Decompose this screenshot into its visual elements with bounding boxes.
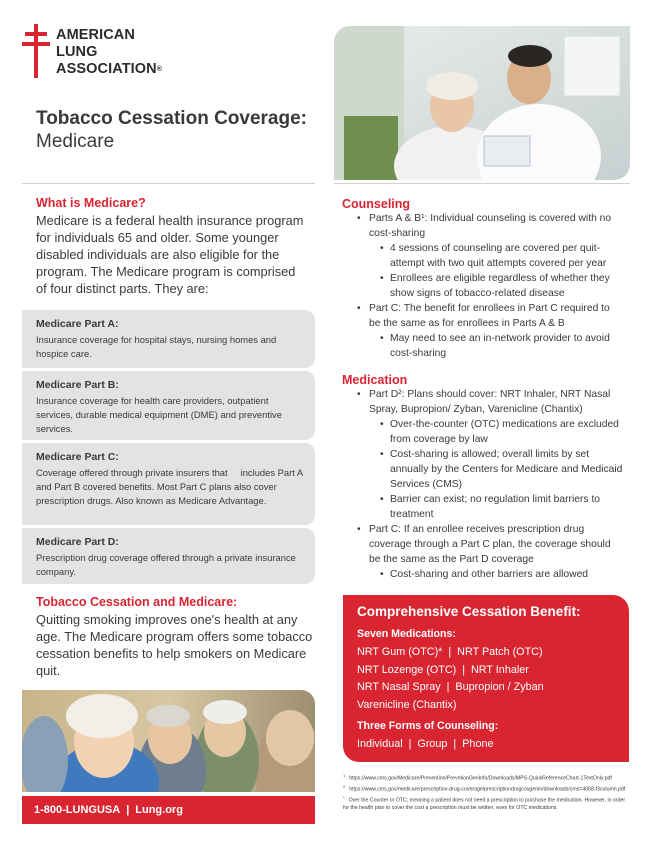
counseling-list [342,211,624,361]
footnote-link[interactable]: https://www.cms.gov/Medicare/Prevention/PrevntionGenInfo/Downloads/MPS-QuickReferenceChart-1TextOnly.pdf [349,775,612,782]
footnote [343,772,631,783]
medicare-part-c-card [22,443,315,525]
document-subtitle: Medicare [36,131,115,152]
list-item: • Cost-sharing and other barriers are allowed [342,567,624,582]
medication-list [342,387,624,582]
tobacco-cessation-body: Quitting smoking improves one's health at any age. The Medicare program offers some tobacco cessation benefits to help smokers on Medicare quit. [36,612,313,678]
part-description: Insurance coverage for hospital stays, nursing homes and hospice care. [36,334,277,359]
medications-subheading: Seven Medications: [357,628,456,640]
list-item: • Part C: The benefit for enrollees in Part C required to be the same as for enrollees in Parts A & B [342,301,624,331]
part-title: Medicare Part D: [36,536,119,548]
medicare-parts-list [22,310,315,587]
logo-line-1: AMERICAN [56,27,135,43]
american-lung-association-logo [22,24,222,80]
logo-line-3-text: ASSOCIATION [56,61,157,77]
counseling-forms-line: Individual | Group | Phone [357,738,494,750]
part-description: Prescription drug coverage offered through a private insurance company. [36,552,296,577]
list-item: • Part D²: Plans should cover: NRT Inhaler, NRT Nasal Spray, Bupropion/ Zyban, Varenicline (Chantix) [342,387,624,417]
medications-line: NRT Lozenge (OTC) | NRT Inhaler [357,663,529,676]
list-item: • Enrollees are eligible regardless of whether they show signs of tobacco-related disease [342,271,624,301]
footnote-text: Over the Counter or OTC; meaning a patient does not need a prescription to purchase the medication. However, in order for the health plan to cover the cost a prescription must be written, even for OTC medications. [343,798,626,812]
benefit-title: Comprehensive Cessation Benefit: [357,604,581,619]
what-is-medicare-heading: What is Medicare? [36,196,146,210]
footnote-mark: * [343,795,345,801]
list-item: • Barrier can exist; no regulation limit barriers to treatment [342,492,624,522]
list-item: • Parts A & B¹: Individual counseling is covered with no cost-sharing [342,211,624,241]
footer-separator: | [126,804,130,816]
medicare-part-d-card [22,528,315,584]
list-item: • May need to see an in-network provider to avoid cost-sharing [342,331,624,361]
medicare-part-a-card [22,310,315,368]
footer-website-link[interactable]: Lung.org [135,804,183,816]
medications-line: NRT Gum (OTC)* | NRT Patch (OTC) [357,646,543,658]
footnote-mark: 2 [343,784,346,790]
footer-contact-bar [22,796,315,824]
part-title: Medicare Part B: [36,379,119,391]
medications-line: NRT Nasal Spray | Bupropion / Zyban [357,681,544,693]
divider-left [22,183,315,184]
footer-phone[interactable]: 1-800-LUNGUSA [34,804,121,816]
list-item: • Part C: If an enrollee receives prescription drug coverage through a Part C plan, the coverage should be the same as the Part D coverage [342,522,624,567]
list-item: • Over-the-counter (OTC) medications are excluded from coverage by law [342,417,624,447]
logo-line-2: LUNG [56,44,98,60]
footnote-link[interactable]: https://www.cms.gov/medicare/prescription-drug-coverage/prescriptiondrugcovgenin/downloads/cms=4068-f3column.pdf [349,786,626,793]
smiling-seniors-photo [22,690,315,792]
footnotes [343,772,631,813]
doctor-and-patient-photo [334,26,630,180]
part-description: Insurance coverage for health care providers, outpatient services, durable medical equipment (DME) and preventive services. [36,395,282,434]
registered-mark: ® [156,66,162,73]
logo-wordmark [56,27,162,78]
part-description: Coverage offered through private insurers that includes Part A and Part B covered benefits. Most Part C plans also cover prescription drugs. Also known as Medicare Advantage. [36,467,306,506]
divider-right [334,183,630,184]
part-title: Medicare Part C: [36,451,119,463]
footnote [343,783,631,794]
footnote [343,794,631,813]
tobacco-cessation-heading: Tobacco Cessation and Medicare: [36,595,238,609]
logo-line-3 [56,61,162,78]
comprehensive-benefit-box [343,595,629,762]
double-bar-cross-icon [22,24,50,78]
what-is-medicare-body: Medicare is a federal health insurance program for individuals 65 and older. Some younger disabled individuals are also eligible for the program. The Medicare program is comprised of four distinct parts. They are: [36,213,304,296]
list-item: • Cost-sharing is allowed; overall limits by set annually by the Centers for Medicare and Medicaid Services (CMS) [342,447,624,492]
list-item: • 4 sessions of counseling are covered per quit-attempt with two quit attempts covered per year [342,241,624,271]
medication-heading: Medication [342,373,408,387]
medicare-part-b-card [22,371,315,440]
document-title: Tobacco Cessation Coverage: [36,108,308,129]
footnote-mark: 1 [343,773,346,778]
counseling-forms-subheading: Three Forms of Counseling: [357,720,499,732]
part-title: Medicare Part A: [36,318,119,330]
medications-line: Varenicline (Chantix) [357,698,457,711]
counseling-heading: Counseling [342,197,411,211]
